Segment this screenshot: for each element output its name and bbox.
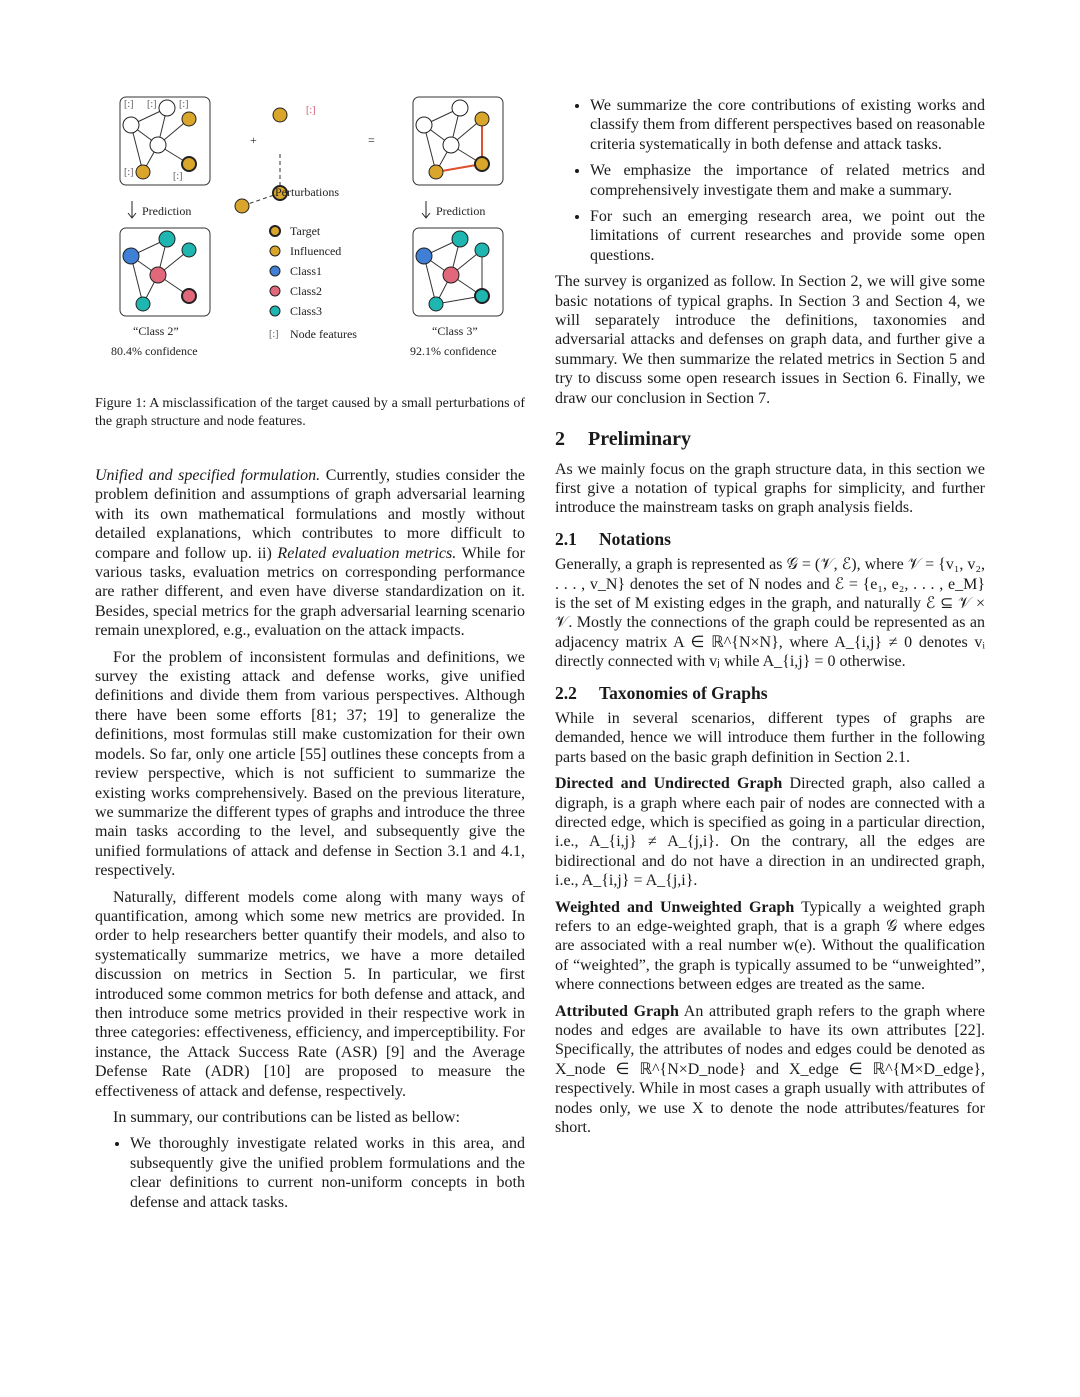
section-number: 2 [555, 428, 565, 451]
prediction-label-right: Prediction [436, 204, 486, 218]
right-column [555, 96, 985, 1138]
text: While for various tasks, evaluation metrics on corresponding performance are rather different, and even have diverse standardization on it. Besides, special metrics for the graph adversarial learning scenario remain unexplored, e.g., evaluation on the attack impacts. [95, 544, 525, 640]
text: Directed graph, also called a digraph, is a graph where each pair of nodes are connected with a directed edge, which is specified as going in a particular direction, i.e., A_{i,j} ≠ A_{j,i}. On the contrary, all the edges are bidirectional and do not have a direction in an undirected graph, i.e., A_{i,j} = A_{j,i}. [555, 775, 986, 890]
section-heading [555, 430, 985, 449]
paragraph-heading: Weighted and Unweighted Graph [555, 898, 795, 916]
equals-sign: = [368, 133, 375, 147]
section-title: Taxonomies of Graphs [599, 682, 768, 703]
left-confidence: 80.4% confidence [111, 344, 198, 358]
paragraph-heading: Directed and Undirected Graph [555, 775, 783, 793]
text: Typically a weighted graph refers to an edge-weighted graph, that is a graph 𝒢 where edges are associated with a real number w(e). Without the qualification of “weighted”, the graph is typically assumed to be “unweighted”, where connections between edges are treated as the same. [555, 898, 985, 994]
section-number: 2.2 [555, 682, 577, 703]
text: An attributed graph refers to the graph where nodes and edges are available to have its own attributes [22]. Specifically, the attributes of nodes and edges could be denoted as X_node ∈ ℝ^{N×D_node} and X_edge ∈ ℝ^{M×D_edge}, respectively. While in most cases a graph usually with attributes of nodes only, we use X to denote the node attributes/features for short. [555, 1002, 985, 1137]
feature-label: [:] [173, 171, 183, 182]
contributions-list [95, 1134, 525, 1212]
right-result: “Class 3” [432, 324, 478, 338]
paragraph: The survey is organized as follow. In Section 2, we will give some basic notations of typical graphs. In Section 3 and Section 4, we will separately introduce the definitions, taxonomies and adversarial attacks and defenses on graph data, and further give a summary. We then summarize the related metrics in Section 5 and try to discuss some open research issues in Section 6. Finally, we draw our conclusion in Section 7. [555, 273, 985, 407]
left-result: “Class 2” [133, 324, 179, 338]
paragraph: Generally, a graph is represented as 𝒢 = (𝒱, ℰ), where 𝒱 = {v₁, v₂, . . . , v_N} denotes the set of N nodes and ℰ = {e₁, e₂, . . . , e_M} is the set of M existing edges in the graph, and naturally ℰ ⊆ 𝒱 × 𝒱. Mostly the connections of the graph could be represented as an adjacency matrix A ∈ ℝ^{N×N}, where A_{i,j} ≠ 0 denotes vᵢ directly connected with vⱼ while A_{i,j} = 0 otherwise. [555, 556, 985, 671]
list-item: • We thoroughly investigate related works in this area, and subsequently give the unified problem formulations and the clear definitions to current non-uniform concepts in both defense and attack tasks. [130, 1134, 525, 1212]
paragraph: While in several scenarios, different types of graphs are demanded, hence we will introduce them further in the following parts based on the basic graph definition in Section 2.1. [555, 709, 985, 766]
legend-class1: Class1 [290, 264, 323, 278]
list-item: • We summarize the core contributions of existing works and classify them from different perspectives based on reasonable criteria systematically in both defense and attack tasks. [590, 96, 985, 154]
section-title: Notations [599, 528, 671, 549]
feature-label: [:] [124, 99, 134, 110]
prediction-label-left: Prediction [142, 204, 192, 218]
paragraph [555, 774, 985, 890]
legend-feature-icon: [:] [269, 329, 279, 340]
right-confidence: 92.1% confidence [410, 344, 497, 358]
paragraph [555, 1002, 985, 1138]
legend-target: Target [290, 224, 321, 238]
list-item: • We emphasize the importance of related metrics and comprehensively investigate them and make a summary. [590, 161, 985, 200]
plus-sign: + [250, 133, 257, 147]
subsection-heading [555, 684, 985, 703]
figure-1 [100, 85, 530, 365]
paragraph: Naturally, different models come along with many ways of quantification, among which some new metrics are provided. In order to help researchers better quantify their models, and also to systematically summarize metrics, we have a more detailed discussion on metrics in Section 5. In particular, we first introduced some common metrics for both defense and attack, and then introduce some metrics provided in their respective work in three categories: effectiveness, efficiency, and imperceptibility. For instance, the Attack Success Rate (ASR) [9] and the Average Defense Rate (ADR) [10] are proposed to measure the effectiveness of attack and defense, respectively. [95, 888, 525, 1100]
paragraph: For the problem of inconsistent formulas and definitions, we survey the existing attack and defense works, give unified definitions and divide them from various perspectives. Although there have been some efforts [81; 37; 19] to generalize the definitions, most formulas still make customization for their own models. So far, only one article [55] outlines these concepts from a review perspective, which is not sufficient to summarize the existing works comprehensively. Based on the previous literature, we summarize the different types of graphs and introduce the three main tasks according to the level, and subsequently give the unified formulations of attack and defense in Section 3.1 and 4.1, respectively. [95, 648, 525, 880]
paragraph-heading: Attributed Graph [555, 1002, 679, 1020]
legend-influenced: Influenced [290, 244, 342, 258]
paragraph [95, 466, 525, 641]
text: Currently, studies consider the problem definition and assumptions of graph adversarial learning with its own mathematical formulations and mostly without detailed explanations, which contributes to more difficult to compare and follow up. ii) [95, 467, 526, 562]
subsection-heading [555, 530, 985, 549]
inline-heading: Unified and specified formulation. [95, 467, 321, 484]
legend-class2: Class2 [290, 284, 323, 298]
perturbations-label: Perturbations [275, 185, 339, 199]
perturbed-feature-label: [:] [306, 105, 316, 116]
inline-heading: Related evaluation metrics. [277, 544, 457, 562]
paragraph [555, 898, 985, 995]
section-title: Preliminary [588, 428, 691, 451]
legend-class3: Class3 [290, 304, 323, 318]
list-item: • For such an emerging research area, we point out the limitations of current researches and provide some open questions. [590, 207, 985, 265]
feature-label: [:] [147, 99, 157, 110]
paragraph: In summary, our contributions can be listed as bellow: [113, 1109, 460, 1126]
contributions-list-cont [555, 96, 985, 265]
figure-caption: Figure 1: A misclassification of the target caused by a small perturbations of the graph structure and node features. [95, 396, 525, 429]
feature-label: [:] [179, 99, 189, 110]
feature-label: [:] [124, 167, 134, 178]
left-column [95, 466, 525, 1219]
paragraph: As we mainly focus on the graph structure data, in this section we first give a notation of typical graphs for simplicity, and further introduce the mainstream tasks on graph analysis fields. [555, 460, 985, 517]
legend-node-features: Node features [290, 327, 357, 341]
section-number: 2.1 [555, 528, 577, 549]
